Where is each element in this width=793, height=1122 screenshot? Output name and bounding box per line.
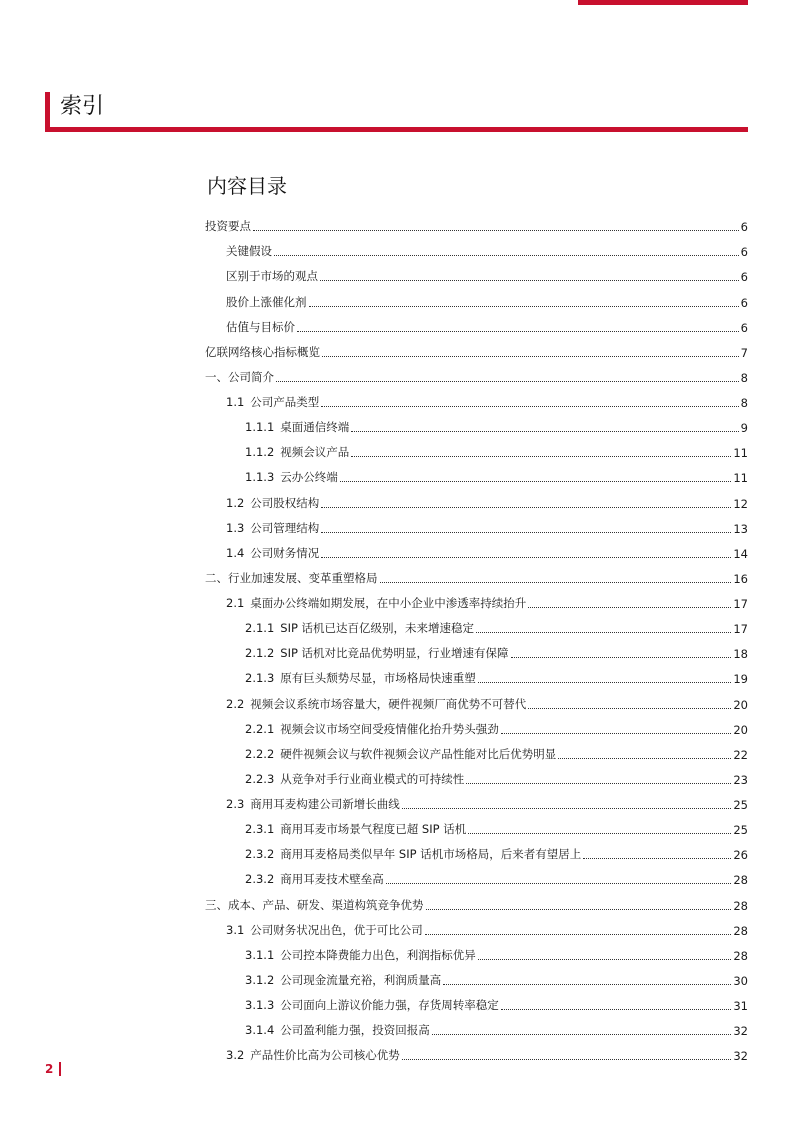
toc-dot-leader [322, 356, 739, 357]
toc-entry-text: 从竞争对手行业商业模式的可持续性 [280, 771, 465, 786]
toc-entry-page: 28 [733, 948, 748, 963]
toc-entry[interactable] [205, 511, 748, 536]
toc-entry[interactable] [205, 209, 748, 234]
toc-entry-text: 二、行业加速发展、变革重塑格局 [205, 570, 378, 585]
toc-dot-leader [321, 507, 731, 508]
toc-entry[interactable] [205, 259, 748, 284]
toc-entry[interactable] [205, 762, 748, 787]
toc-entry-number: 2.3.2 [245, 872, 275, 887]
toc-entry-page: 18 [733, 647, 748, 662]
toc-entry-text: 视频会议系统市场容量大，硬件视频厂商优势不可替代 [250, 696, 527, 711]
toc-entry-text: 硬件视频会议与软件视频会议产品性能对比后优势明显 [280, 746, 557, 761]
toc-entry-page: 28 [733, 873, 748, 888]
toc-entry[interactable] [205, 661, 748, 686]
toc-entry-label [205, 570, 378, 586]
toc-entry-text: 商用耳麦构建公司新增长曲线 [250, 797, 400, 811]
toc-entry-label [226, 696, 526, 712]
toc-entry-text: 亿联网络核心指标概览 [205, 344, 320, 359]
toc-dot-leader [476, 632, 731, 633]
toc-entry-number: 2.2.2 [245, 746, 275, 761]
toc-entry-page: 17 [733, 597, 748, 611]
page-number: 2 [45, 1062, 54, 1076]
toc-entry-label [226, 268, 318, 284]
toc-entry[interactable] [205, 913, 748, 938]
toc-entry-page: 8 [740, 370, 748, 385]
toc-entry-text: 产品性价比高为公司核心优势 [250, 1048, 400, 1063]
toc-entry-page: 8 [740, 396, 748, 410]
toc-entry-number: 2.1 [226, 596, 245, 610]
toc-entry-number: 2.1.1 [245, 621, 275, 636]
toc-entry-text: 公司股权结构 [250, 495, 320, 510]
toc-entry-text: 关键假设 [226, 244, 272, 259]
toc-entry[interactable] [205, 737, 748, 762]
toc-entry-label [245, 821, 466, 837]
toc-entry-text: 云办公终端 [280, 470, 338, 485]
toc-entry-label [205, 218, 251, 234]
toc-dot-leader [321, 406, 738, 407]
toc-entry[interactable] [205, 938, 748, 963]
toc-entry-number: 1.2 [226, 495, 245, 510]
toc-entry-number: 3.1 [226, 922, 245, 937]
toc-dot-leader [321, 557, 731, 558]
toc-entry-text: 公司控本降费能力出色，利润指标优异 [280, 947, 476, 962]
toc-entry[interactable] [205, 887, 748, 912]
toc-entry-number: 3.1.4 [245, 1023, 275, 1038]
toc-dot-leader [478, 682, 732, 683]
toc-entry[interactable] [205, 862, 748, 887]
toc-dot-leader [425, 934, 732, 935]
toc-dot-leader [501, 1009, 732, 1010]
toc-entry-label [245, 997, 499, 1013]
toc-dot-leader [501, 733, 732, 734]
toc-entry[interactable] [205, 435, 748, 460]
toc-entry-page: 13 [733, 521, 748, 536]
toc-entry-number: 1.1 [226, 395, 245, 409]
toc-dot-leader [274, 255, 739, 256]
toc-entry-page: 6 [740, 245, 748, 260]
toc-entry[interactable] [205, 1013, 748, 1038]
toc-entry[interactable] [205, 686, 748, 711]
toc-entry-page: 20 [733, 697, 748, 712]
toc-entry-label [226, 520, 319, 536]
toc-entry-text: 三、成本、产品、研发、渠道构筑竞争优势 [205, 897, 424, 912]
toc-entry-label [245, 620, 474, 636]
toc-entry-page: 20 [733, 722, 748, 737]
toc-entry-text: 区别于市场的观点 [226, 269, 318, 284]
toc-entry-number: 2.2 [226, 696, 245, 711]
toc-entry[interactable] [205, 611, 748, 636]
toc-dot-leader [253, 230, 739, 231]
toc-dot-leader [402, 808, 732, 809]
toc-entry[interactable] [205, 712, 748, 737]
toc-entry-page: 32 [733, 1024, 748, 1039]
toc-entry-label [245, 972, 441, 988]
toc-entry-label [245, 469, 338, 485]
toc-entry-label [245, 721, 499, 737]
toc-entry[interactable] [205, 310, 748, 335]
toc-entry[interactable] [205, 787, 748, 812]
section-accent-bar [45, 92, 50, 132]
toc-entry-page: 9 [740, 421, 748, 436]
toc-entry[interactable] [205, 460, 748, 485]
toc-dot-leader [426, 909, 732, 910]
toc-entry-text: 公司产品类型 [250, 395, 320, 409]
toc-dot-leader [320, 280, 739, 281]
toc-dot-leader [478, 959, 732, 960]
toc-dot-leader [297, 331, 739, 332]
toc-entry[interactable] [205, 335, 748, 360]
toc-dot-leader [402, 1059, 732, 1060]
toc-entry-number: 1.3 [226, 520, 245, 535]
toc-entry-text: 投资要点 [205, 219, 251, 234]
toc-entry-page: 11 [733, 446, 748, 461]
toc-entry-page: 32 [733, 1049, 748, 1064]
toc-entry[interactable] [205, 284, 748, 309]
toc-entry-text: 估值与目标价 [226, 319, 295, 334]
toc-title: 内容目录 [207, 174, 287, 198]
toc-entry-page: 28 [733, 923, 748, 938]
toc-entry-page: 23 [733, 772, 748, 787]
toc-entry-text: 原有巨头颓势尽显，市场格局快速重塑 [280, 671, 476, 686]
toc-entry-page: 6 [740, 270, 748, 285]
toc-entry[interactable] [205, 360, 748, 385]
toc-dot-leader [528, 607, 731, 608]
toc-entry-text: SIP 话机对比竞品优势明显，行业增速有保障 [280, 646, 509, 661]
toc-entry-label [226, 243, 272, 259]
toc-entry-text: 视频会议市场空间受疫情催化抬升势头强劲 [280, 721, 499, 736]
toc-dot-leader [276, 381, 739, 382]
toc-entry-label [245, 871, 384, 887]
toc-entry-text: 公司面向上游议价能力强，存货周转率稳定 [280, 998, 499, 1012]
section-divider [45, 127, 748, 132]
toc-dot-leader [511, 657, 732, 658]
toc-entry-text: 公司管理结构 [250, 520, 320, 535]
toc-dot-leader [583, 858, 731, 859]
toc-entry-page: 25 [733, 823, 748, 838]
toc-entry-label [226, 294, 307, 310]
toc-entry[interactable] [205, 385, 748, 410]
toc-entry-label [226, 595, 526, 611]
toc-dot-leader [558, 758, 731, 759]
toc-entry-label [245, 419, 349, 435]
toc-entry-label [226, 922, 423, 938]
toc-entry[interactable] [205, 234, 748, 259]
toc-entry-text: 商用耳麦格局类似早年 SIP 话机市场格局，后来者有望居上 [280, 847, 582, 862]
toc-entry-number: 2.2.1 [245, 721, 275, 736]
toc-entry-number: 1.4 [226, 545, 245, 560]
toc-dot-leader [340, 481, 732, 482]
toc-entry-text: 商用耳麦技术壁垒高 [280, 872, 384, 887]
footer-separator [59, 1062, 61, 1076]
toc-dot-leader [380, 582, 732, 583]
toc-entry-label [226, 796, 400, 812]
toc-entry-number: 1.1.2 [245, 445, 275, 460]
toc-entry-page: 6 [740, 220, 748, 235]
toc-entry-page: 25 [733, 798, 748, 812]
toc-entry-text: 商用耳麦市场景气程度已超 SIP 话机 [280, 822, 467, 837]
toc-entry-page: 26 [733, 848, 748, 863]
toc-entry-text: 视频会议产品 [280, 445, 350, 460]
toc-entry-page: 16 [733, 571, 748, 586]
toc-entry-number: 2.1.3 [245, 671, 275, 686]
toc-entry-label [226, 545, 319, 561]
toc-entry-number: 1.1.1 [245, 420, 275, 435]
toc-entry-text: SIP 话机已达百亿级别，未来增速稳定 [280, 621, 475, 636]
toc-entry-label [245, 670, 476, 686]
toc-entry-label [245, 1022, 430, 1038]
toc-entry-number: 2.2.3 [245, 771, 275, 786]
top-accent-rule [578, 0, 748, 5]
toc-dot-leader [351, 431, 738, 432]
toc-entry-number: 2.3.1 [245, 822, 275, 837]
toc-entry-label [205, 344, 320, 360]
toc-entry-page: 6 [740, 295, 748, 310]
toc-dot-leader [466, 783, 731, 784]
toc-entry-label [245, 444, 349, 460]
toc-entry-page: 31 [733, 999, 748, 1013]
toc-entry-page: 12 [733, 496, 748, 511]
toc-entry-page: 17 [733, 622, 748, 637]
toc-entry-page: 30 [733, 973, 748, 988]
toc-dot-leader [321, 532, 731, 533]
toc-entry-page: 11 [733, 471, 748, 486]
toc-entry[interactable] [205, 586, 748, 611]
toc-entry-label [245, 746, 556, 762]
toc-entry-number: 2.3.2 [245, 847, 275, 862]
toc-entry[interactable] [205, 1038, 748, 1063]
toc-entry-text: 股价上涨催化剂 [226, 294, 307, 309]
toc-entry-label [245, 771, 464, 787]
toc-entry-number: 3.1.2 [245, 972, 275, 987]
toc-entry[interactable] [205, 410, 748, 435]
toc-entry-text: 公司财务状况出色，优于可比公司 [250, 922, 423, 937]
toc-entry-text: 公司财务情况 [250, 545, 320, 560]
toc-entry-text: 公司盈利能力强，投资回报高 [280, 1023, 430, 1038]
toc-entry-text: 公司现金流量充裕，利润质量高 [280, 972, 442, 987]
toc-entry-label [226, 495, 319, 511]
toc-dot-leader [432, 1034, 732, 1035]
toc-entry-page: 19 [733, 672, 748, 687]
toc-entry-number: 3.2 [226, 1048, 245, 1063]
toc-entry-page: 7 [740, 345, 748, 360]
toc-entry-page: 6 [740, 320, 748, 335]
toc-entry-page: 22 [733, 747, 748, 762]
toc-entry[interactable] [205, 536, 748, 561]
toc-entry-text: 一、公司简介 [205, 369, 274, 384]
toc-dot-leader [351, 456, 731, 457]
toc-entry-label [226, 1047, 400, 1063]
toc-entry-label [205, 369, 274, 385]
toc-entry-label [245, 846, 581, 862]
toc-entry-page: 28 [733, 898, 748, 913]
toc-entry-text: 桌面办公终端如期发展，在中小企业中渗透率持续抬升 [250, 596, 527, 610]
toc-entry[interactable] [205, 636, 748, 661]
table-of-contents [205, 209, 748, 1063]
toc-entry-number: 3.1.1 [245, 947, 275, 962]
toc-dot-leader [443, 984, 731, 985]
toc-entry-label [245, 645, 509, 661]
toc-dot-leader [528, 708, 731, 709]
toc-entry[interactable] [205, 837, 748, 862]
toc-entry-label [226, 319, 295, 335]
toc-entry-text: 桌面通信终端 [280, 420, 350, 435]
toc-entry-number: 3.1.3 [245, 998, 275, 1012]
toc-dot-leader [468, 833, 731, 834]
toc-entry-label [205, 897, 424, 913]
toc-entry-number: 1.1.3 [245, 470, 275, 485]
toc-entry[interactable] [205, 812, 748, 837]
toc-entry-page: 14 [733, 546, 748, 561]
toc-entry[interactable] [205, 963, 748, 988]
toc-entry[interactable] [205, 988, 748, 1013]
toc-entry[interactable] [205, 485, 748, 510]
section-title: 索引 [60, 94, 105, 119]
toc-entry-label [245, 947, 476, 963]
toc-dot-leader [309, 306, 739, 307]
toc-entry-number: 2.3 [226, 797, 245, 811]
toc-entry-number: 2.1.2 [245, 646, 275, 661]
toc-entry-label [226, 394, 319, 410]
toc-dot-leader [386, 883, 732, 884]
toc-entry[interactable] [205, 561, 748, 586]
